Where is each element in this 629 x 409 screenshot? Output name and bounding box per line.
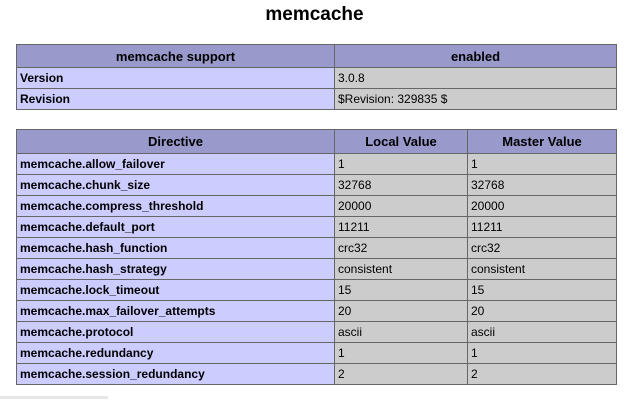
table-row	[17, 364, 617, 385]
directive-name: memcache.lock_timeout	[17, 280, 335, 301]
table-row	[17, 280, 617, 301]
table-row	[17, 301, 617, 322]
local-value: 15	[335, 280, 468, 301]
revision-value: $Revision: 329835 $	[335, 89, 617, 110]
directive-name: memcache.hash_strategy	[17, 259, 335, 280]
scrollbar-thumb[interactable]	[0, 396, 108, 399]
revision-label: Revision	[17, 89, 335, 110]
master-value: 1	[468, 343, 617, 364]
table-row	[17, 343, 617, 364]
local-value: ascii	[335, 322, 468, 343]
local-value: 1	[335, 154, 468, 175]
directive-name: memcache.compress_threshold	[17, 196, 335, 217]
local-value: 20	[335, 301, 468, 322]
support-header-cell: memcache support	[17, 45, 335, 68]
directive-table	[16, 129, 617, 385]
table-row	[17, 154, 617, 175]
horizontal-scrollbar[interactable]	[0, 394, 629, 409]
master-value: 2	[468, 364, 617, 385]
local-value-header-cell: Local Value	[335, 130, 468, 154]
directive-header-cell: Directive	[17, 130, 335, 154]
directive-header-row	[17, 130, 617, 154]
table-row	[17, 175, 617, 196]
table-row	[17, 259, 617, 280]
version-value: 3.0.8	[335, 68, 617, 89]
local-value: 1	[335, 343, 468, 364]
master-value: 20	[468, 301, 617, 322]
master-value: 15	[468, 280, 617, 301]
enabled-header-cell: enabled	[335, 45, 617, 68]
master-value: ascii	[468, 322, 617, 343]
revision-row	[17, 89, 617, 110]
directive-name: memcache.redundancy	[17, 343, 335, 364]
page-title: memcache	[265, 4, 364, 25]
version-row	[17, 68, 617, 89]
table-row	[17, 196, 617, 217]
version-label: Version	[17, 68, 335, 89]
directive-name: memcache.session_redundancy	[17, 364, 335, 385]
master-value: consistent	[468, 259, 617, 280]
support-header-row	[17, 45, 617, 68]
table-row	[17, 217, 617, 238]
directive-name: memcache.allow_failover	[17, 154, 335, 175]
table-row	[17, 322, 617, 343]
master-value: 1	[468, 154, 617, 175]
master-value: 11211	[468, 217, 617, 238]
master-value-header-cell: Master Value	[468, 130, 617, 154]
table-row	[17, 238, 617, 259]
directive-name: memcache.max_failover_attempts	[17, 301, 335, 322]
directive-name: memcache.hash_function	[17, 238, 335, 259]
directive-name: memcache.default_port	[17, 217, 335, 238]
memcache-support-table	[16, 44, 617, 110]
local-value: crc32	[335, 238, 468, 259]
local-value: 20000	[335, 196, 468, 217]
directive-name: memcache.chunk_size	[17, 175, 335, 196]
directive-name: memcache.protocol	[17, 322, 335, 343]
local-value: 11211	[335, 217, 468, 238]
master-value: 32768	[468, 175, 617, 196]
local-value: consistent	[335, 259, 468, 280]
local-value: 2	[335, 364, 468, 385]
local-value: 32768	[335, 175, 468, 196]
master-value: 20000	[468, 196, 617, 217]
master-value: crc32	[468, 238, 617, 259]
